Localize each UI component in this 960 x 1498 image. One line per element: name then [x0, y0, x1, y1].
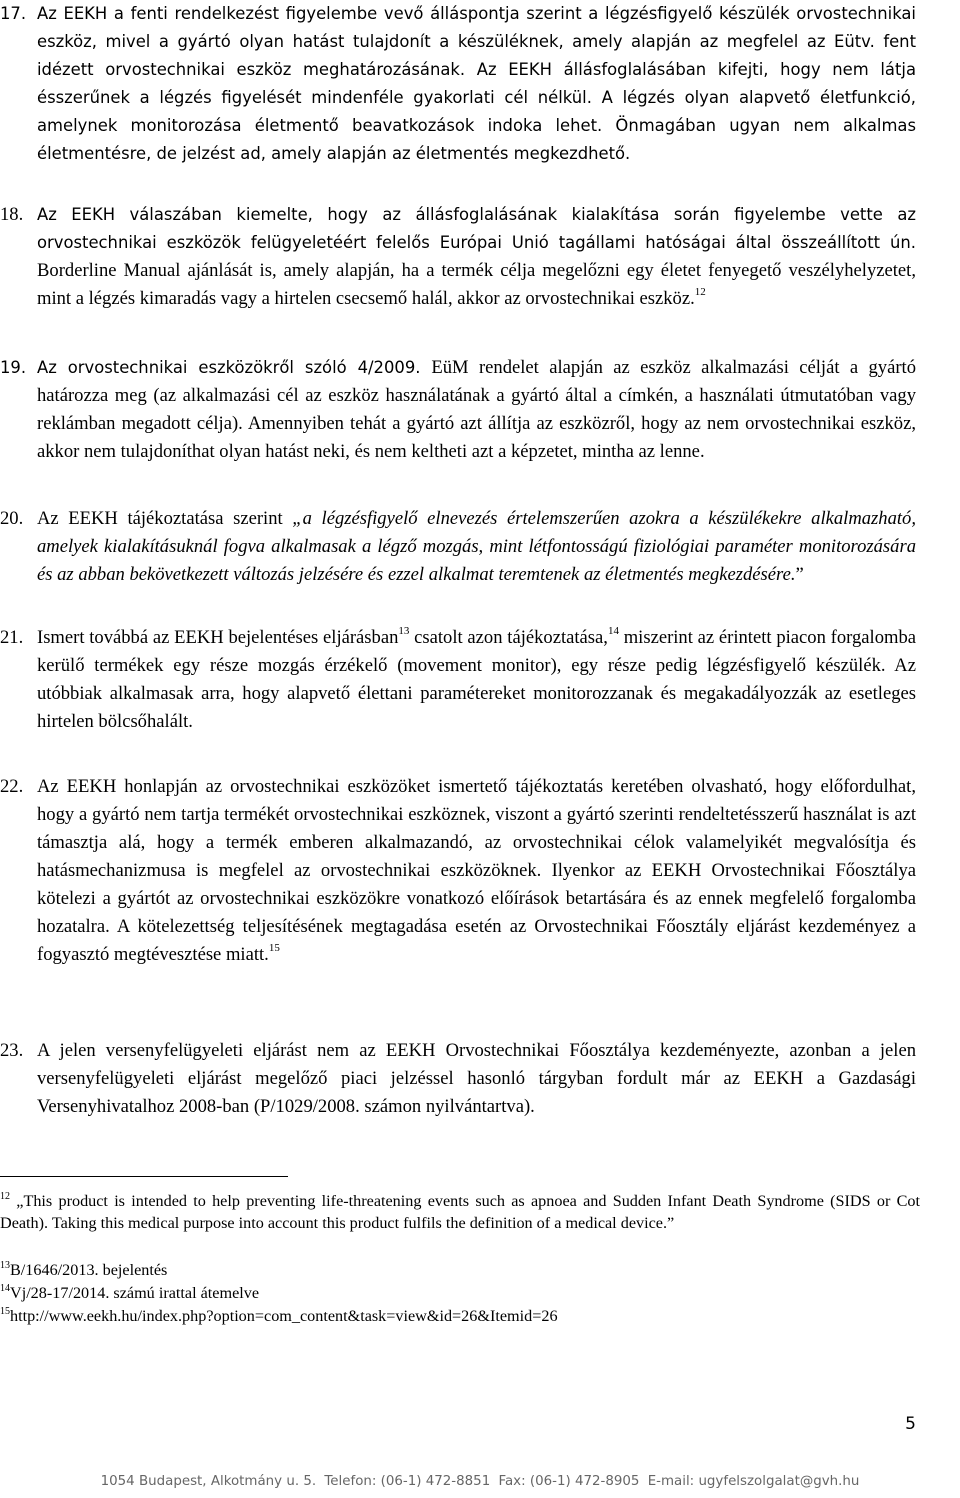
paragraph-number: 19.: [0, 358, 27, 377]
footnote-number: 15: [0, 1305, 10, 1317]
paragraph-body: Az EEKH válaszában kiemelte, hogy az állásfoglalásának kialakítása során figyelembe vette az orvostechnikai eszközök felügyeletéért felelős Európai Unió tagállami hatóságai által összeállított ún. Borderline Manual ajánlását is, amely alapján, ha a termék célja megelőzni egy életet fenyegető veszélyhelyzetet, mint a légzés kimaradás vagy a hirtelen csecsemő halál, akkor az orvostechnikai eszköz.$^{12}$: [37, 205, 916, 309]
paragraph-body: Az EEKH a fenti rendelkezést figyelembe vevő álláspontja szerint a légzésfigyelő készülék orvostechnikai eszköz, mivel a gyártó olyan hatást tulajdonít a készüléknek, amely alapján az megfelel az Eütv. fent idézett orvostechnikai eszköz meghatározásának. Az EEKH állásfoglalásában kifejti, hogy nem látja ésszerűnek a légzés figyelését mindenféle gyakorlati cél nélkül. A légzés olyan alapvető életfunkció, amelynek monitorozása életmentő beavatkozások indoka lehet. Önmagában ugyan nem alkalmas életmentésre, de jelzést ad, amely alapján az életmentés megkezdhető.: [37, 4, 916, 163]
footnote-12: [0, 1190, 920, 1234]
paragraph-21: [0, 624, 916, 736]
paragraph-body: Ismert továbbá az EEKH bejelentéses eljárásban$^{13}$ csatolt azon tájékoztatása,$^{14}$ miszerint az érintett piacon forgalomba kerülő termékek egy része mozgás érzékelő (movement monitor), egy része pedig légzésfigyelő készülék. Az utóbbiak alkalmasak arra, hogy alapvető élettani paramétereket monitorozzanak és megakadályozzák az esetleges hirtelen bölcsőhalált.: [37, 624, 916, 732]
footer-email[interactable]: E-mail: ugyfelszolgalat@gvh.hu: [647, 1474, 860, 1489]
footnote-14: [0, 1282, 920, 1304]
footnote-ref-15[interactable]: 15: [268, 941, 280, 954]
paragraph-body: Az EEKH honlapján az orvostechnikai eszközöket ismertető tájékoztatás keretében olvasható, hogy előfordulhat, hogy a gyártó nem tartja termékét orvostechnikai eszköznek, viszont a gyártó szerinti rendeltetésszerű használat is azt támasztja alá, hogy a termék emberen alkalmazandó, az orvostechnikai célok valamelyikét megvalósítja és hatásmechanizmusa is megfelel az orvostechnikai eszközöknek. Ilyenkor az EEKH Orvostechnikai Főosztálya kötelezi a gyártót az orvostechnikai eszközökre vonatkozó előírások betartására és az ennek megfelelő forgalomba hozatalra. A kötelezettség teljesítésének megtagadása esetén az Orvostechnikai Főosztály eljárást kezdeményez a fogyasztó megtévesztése miatt.$^{15}$: [37, 776, 916, 965]
footnote-separator: [0, 1176, 288, 1177]
footnote-text: „This product is intended to help preventing life-threatening events such as apnoea and Sudden Infant Death Syndrome (SIDS or Cot Death). Taking this medical purpose into account this product fulfils the definition of a medical device.”: [0, 1192, 920, 1232]
footnote-ref-14[interactable]: 14: [607, 624, 619, 637]
paragraph-18: [0, 201, 916, 313]
paragraph-number: 18.: [0, 204, 24, 225]
paragraph-number: 21.: [0, 627, 24, 648]
footer-fax: Fax: (06-1) 472-8905: [498, 1474, 640, 1489]
footnote-link[interactable]: http://www.eekh.hu/index.php?option=com_content&task=view&id=26&Itemid=26: [10, 1307, 558, 1325]
footnote-ref-12[interactable]: 12: [694, 285, 706, 298]
paragraph-number: 22.: [0, 776, 24, 797]
paragraph-body: A jelen versenyfelügyeleti eljárást nem az EEKH Orvostechnikai Főosztálya kezdeményezte, azonban a jelen versenyfelügyeleti eljárást megelőző piaci jelzéssel hasonló tárgyban fordult már az EEKH a Gazdasági Versenyhivatalhoz 2008-ban (P/1029/2008. számon nyilvántartva).: [37, 1040, 916, 1117]
paragraph-number: 17.: [0, 4, 27, 23]
footnote-15: [0, 1305, 920, 1327]
paragraph-23: [0, 1037, 916, 1121]
page-footer: [0, 1474, 960, 1489]
footnote-number: 14: [0, 1282, 10, 1294]
footnote-ref-13[interactable]: 13: [398, 624, 410, 637]
paragraph-22: [0, 773, 916, 969]
footnote-text: B/1646/2013. bejelentés: [10, 1261, 168, 1279]
quoted-definition: „a légzésfigyelő elnevezés értelemszerűen azokra a készülékekre alkalmazható, amelyek kialakításuknál fogva alkalmasak a légző mozgás, mint létfontosságú fiziológiai paraméter monitorozására és az abban bekövetkezett változás jelzésére és ezzel alkalmat teremtenek az életmentés megkezdésére.: [37, 508, 917, 585]
page-number: 5: [905, 1414, 916, 1434]
footnote-number: 13: [0, 1259, 10, 1271]
paragraph-19: [0, 354, 916, 466]
footer-address: 1054 Budapest, Alkotmány u. 5.: [100, 1474, 317, 1489]
paragraph-17: [0, 0, 916, 168]
paragraph-body: Az orvostechnikai eszközökről szóló 4/2009. EüM rendelet alapján az eszköz alkalmazási célját a gyártó határozza meg (az alkalmazási cél az eszköz használatának a gyártó által a címkén, a használati útmutatóban vagy reklámban megadott célja). Amennyiben tehát a gyártó azt állítja az eszközről, hogy az nem orvostechnikai eszköz, akkor nem tulajdoníthat olyan hatást neki, és nem keltheti azt a képzetet, mintha az lenne.: [37, 357, 916, 462]
footer-phone: Telefon: (06-1) 472-8851: [324, 1474, 491, 1489]
paragraph-number: 23.: [0, 1040, 24, 1061]
footnote-text: Vj/28-17/2014. számú irattal átemelve: [10, 1284, 260, 1302]
footnote-13: [0, 1259, 920, 1281]
footnote-number: 12: [0, 1190, 10, 1202]
paragraph-body: Az EEKH tájékoztatása szerint „a légzésfigyelő elnevezés értelemszerűen azokra a készülékekre alkalmazható, amelyek kialakításuknál fogva alkalmasak a légző mozgás, mint létfontosságú fiziológiai paraméter monitorozására és az abban bekövetkezett változás jelzésére és ezzel alkalmat teremtenek az életmentés megkezdésére.”: [37, 508, 917, 585]
paragraph-number: 20.: [0, 508, 24, 529]
paragraph-20: [0, 505, 916, 589]
